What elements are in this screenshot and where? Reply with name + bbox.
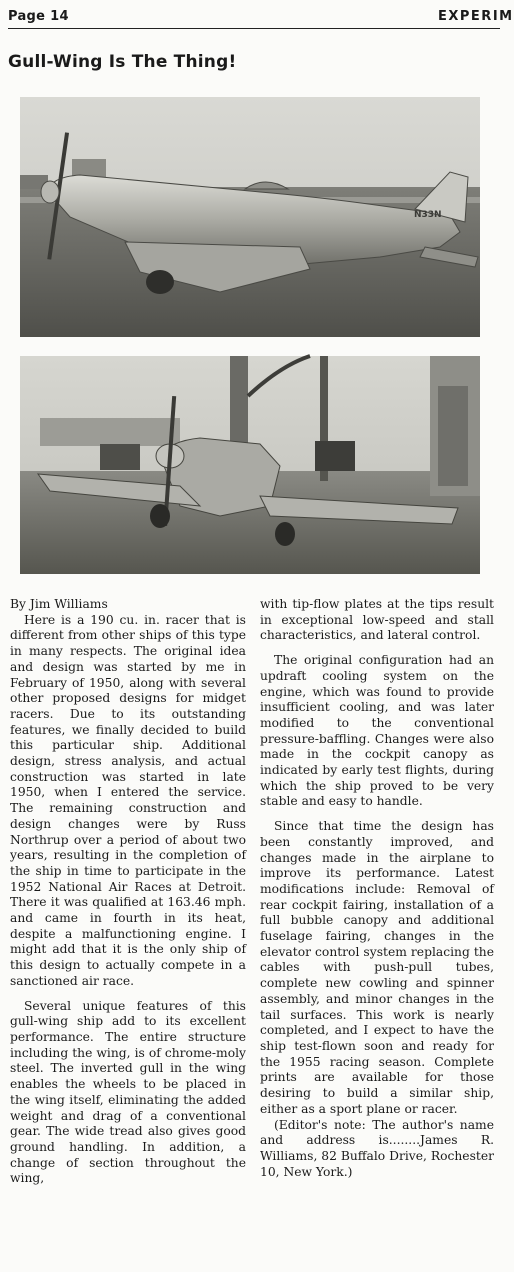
paragraph-features: Several unique features of this gull-wing ship add to its excellent performance. The entire structure including the wing, is of chrome-moly steel. The inverted gull in the wing enables the wheels to be placed in the wing itself, eliminating the added weight and drag of a conventional gear. The wide tread also gives good ground handling. In addition, a change of section throughout the wing,: [10, 998, 246, 1186]
byline: By Jim Williams: [10, 597, 108, 611]
article-column-left: [10, 597, 246, 1187]
editors-note: (Editor's note: The author's name and address is........James R. Williams, 82 Buffalo Drive, Rochester 10, New York.): [260, 1117, 494, 1179]
paragraph-improvements: Since that time the design has been constantly improved, and changes made in the airplane to improve its performance. Latest modifications include: Removal of rear cockpit fairing, installation of a full bubble canopy and additional fuselage fairing, changes in the elevator control system replacing the cables with push-pull tubes, complete new cowling and spinner assembly, and minor changes in the tail surfaces. This work is nearly completed, and I expect to have the ship test-flown soon and ready for the 1955 racing season. Complete prints are available for those desiring to build a similar ship, either as a sport plane or racer.: [260, 819, 494, 1116]
airplane-front-photo: [20, 356, 480, 574]
article-column-right: [260, 597, 494, 1180]
article-title: Gull-Wing Is The Thing!: [8, 52, 237, 72]
registration-mark: N33N: [414, 210, 442, 220]
page-header: [8, 6, 514, 29]
page-number: Page 14: [8, 9, 69, 24]
paragraph-features-cont: with tip-flow plates at the tips result in exceptional low-speed and stall characteristics, and lateral control.: [260, 597, 494, 643]
airplane-side-photo: [20, 97, 480, 337]
magazine-title: EXPERIM: [438, 9, 514, 24]
paragraph-configuration: The original configuration had an updraft cooling system on the engine, which was found to provide insufficient cooling, and was later modified to the conventional pressure-baffling. Changes were also made in the cockpit canopy as indicated by early test flights, during which the ship proved to be very stable and easy to handle.: [260, 653, 494, 809]
paragraph-intro: Here is a 190 cu. in. racer that is different from other ships of this type in many respects. The original idea and design was started by me in February of 1950, along with several other proposed designs for midget racers. Due to its outstanding features, we finally decided to build this particular ship. Additional design, stress analysis, and actual construction was started in late 1950, when I entered the service. The remaining construction and design changes were by Russ Northrup over a period of about two years, resulting in the completion of the ship in time to participate in the 1952 National Air Races at Detroit. There it was qualified at 163.46 mph. and came in fourth in its heat, despite a malfunctioning engine. I might add that it is the only ship of this design to actually compete in a sanctioned air race.: [10, 612, 246, 988]
